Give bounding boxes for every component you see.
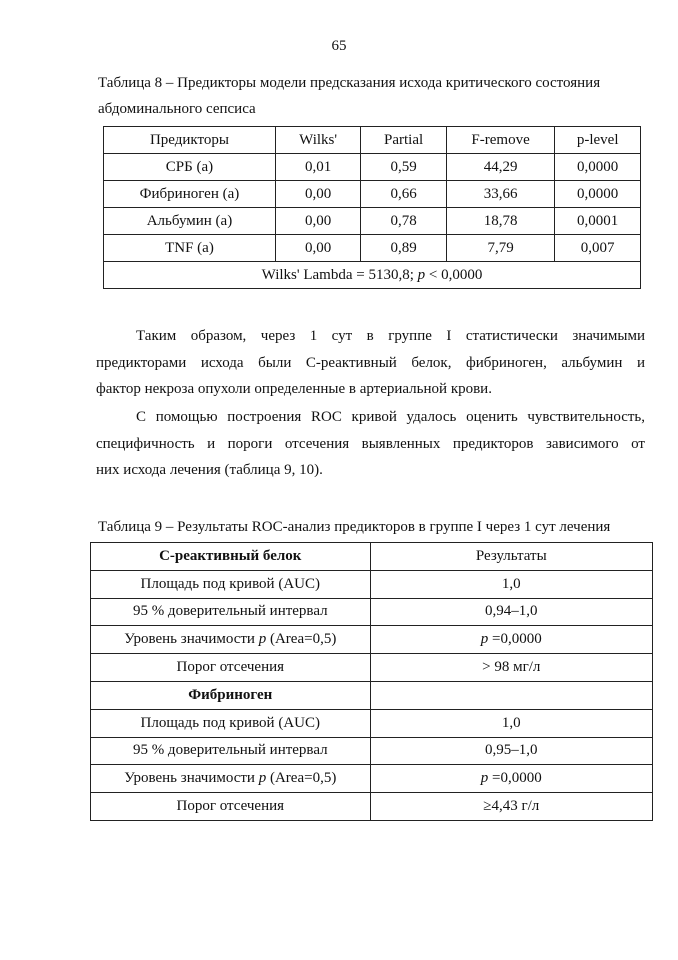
table-row: [91, 654, 653, 682]
table-cell: ≥4,43 г/л: [370, 793, 652, 821]
table-cell: > 98 мг/л: [370, 654, 652, 682]
header-cell: Partial: [361, 127, 446, 154]
table-cell: 0,59: [361, 154, 446, 181]
table9-caption: Таблица 9 – Результаты ROC-анализ предикторов в группе I через 1 сут лечения: [98, 519, 611, 535]
table-row: [104, 235, 641, 262]
table-cell: 0,0001: [555, 208, 641, 235]
table-cell: [370, 765, 652, 793]
table-cell: [370, 626, 652, 654]
table-row: [104, 208, 641, 235]
table-cell: 95 % доверительный интервал: [91, 598, 371, 626]
table8-caption-line1: Таблица 8 – Предикторы модели предсказания исхода критического состояния: [98, 75, 601, 91]
table-cell: 0,94–1,0: [370, 598, 652, 626]
footer-prefix: Wilks' Lambda = 5130,8;: [261, 266, 418, 283]
table-row: [91, 626, 653, 654]
sig-value: =0,0000: [488, 770, 542, 787]
table-cell: TNF (a): [104, 235, 276, 262]
header-cell: Предикторы: [104, 127, 276, 154]
header-cell: p-level: [555, 127, 641, 154]
footer-suffix: < 0,0000: [425, 266, 483, 283]
table-row: [91, 737, 653, 765]
sig-label-post: (Area=0,5): [266, 631, 337, 648]
results-header: Результаты: [370, 543, 652, 571]
table-cell: 0,01: [275, 154, 360, 181]
table-cell: 0,0000: [555, 154, 641, 181]
sig-label-post: (Area=0,5): [266, 770, 337, 787]
table-header-row: [104, 127, 641, 154]
table-cell: Площадь под кривой (AUC): [91, 709, 371, 737]
table-cell: Альбумин (а): [104, 208, 276, 235]
table-cell: 0,78: [361, 208, 446, 235]
sig-label-pre: Уровень значимости: [124, 770, 259, 787]
sig-value: =0,0000: [488, 631, 542, 648]
paragraph-line: Таким образом, через 1 сут в группе I статистически значимыми: [136, 328, 645, 344]
paragraph-line: них исхода лечения (таблица 9, 10).: [96, 462, 323, 478]
table-cell: 1,0: [370, 709, 652, 737]
table-cell: 18,78: [446, 208, 555, 235]
table-cell: 0,00: [275, 181, 360, 208]
table-cell: 0,89: [361, 235, 446, 262]
table-cell: 7,79: [446, 235, 555, 262]
table-row: [104, 154, 641, 181]
p-symbol: p: [258, 770, 267, 787]
footer-p-symbol: p: [417, 266, 426, 283]
section-title-fibrinogen: Фибриноген: [91, 681, 371, 709]
table-cell: [91, 626, 371, 654]
table-cell: 95 % доверительный интервал: [91, 737, 371, 765]
table-row: [91, 709, 653, 737]
p-symbol: p: [480, 631, 489, 648]
table-cell: 0,00: [275, 208, 360, 235]
table8-caption: [98, 70, 643, 122]
table-cell: 0,95–1,0: [370, 737, 652, 765]
p-symbol: p: [480, 770, 489, 787]
table-row: [91, 765, 653, 793]
section-title-crp: С-реактивный белок: [91, 543, 371, 571]
paragraph-line: специфичность и пороги отсечения выявленных предикторов зависимого от: [96, 435, 645, 452]
table-cell-empty: [370, 681, 652, 709]
table-cell: [91, 765, 371, 793]
table-cell: СРБ (а): [104, 154, 276, 181]
table8: [103, 126, 641, 289]
paragraph-line: предикторами исхода были С-реактивный белок, фибриноген, альбумин и: [96, 354, 645, 371]
header-cell: F-remove: [446, 127, 555, 154]
table-cell: 0,007: [555, 235, 641, 262]
paragraph-line: фактор некроза опухоли определенные в артериальной крови.: [96, 381, 492, 397]
table-cell: 1,0: [370, 570, 652, 598]
table-cell: Порог отсечения: [91, 793, 371, 821]
wilks-lambda-cell: [104, 262, 641, 289]
p-symbol: p: [258, 631, 267, 648]
table-cell: 0,66: [361, 181, 446, 208]
table-row: [91, 570, 653, 598]
table-row: [91, 598, 653, 626]
table-cell: 33,66: [446, 181, 555, 208]
page-number: 65: [331, 38, 347, 54]
table8-caption-line2: абдоминального сепсиса: [98, 101, 256, 117]
table-cell: 44,29: [446, 154, 555, 181]
paragraph-1: [96, 323, 645, 403]
table-cell: Площадь под кривой (AUC): [91, 570, 371, 598]
sig-label-pre: Уровень значимости: [124, 631, 259, 648]
table-cell: Фибриноген (а): [104, 181, 276, 208]
table-cell: 0,0000: [555, 181, 641, 208]
table-section-row: [91, 543, 653, 571]
table-cell: 0,00: [275, 235, 360, 262]
table-cell: Порог отсечения: [91, 654, 371, 682]
table-footer-row: [104, 262, 641, 289]
table9: [90, 542, 653, 821]
table-row: [104, 181, 641, 208]
header-cell: Wilks': [275, 127, 360, 154]
paragraph-2: [96, 404, 645, 484]
paragraph-line: С помощью построения ROC кривой удалось оценить чувствительность,: [136, 409, 645, 425]
table-section-row: [91, 681, 653, 709]
table-row: [91, 793, 653, 821]
